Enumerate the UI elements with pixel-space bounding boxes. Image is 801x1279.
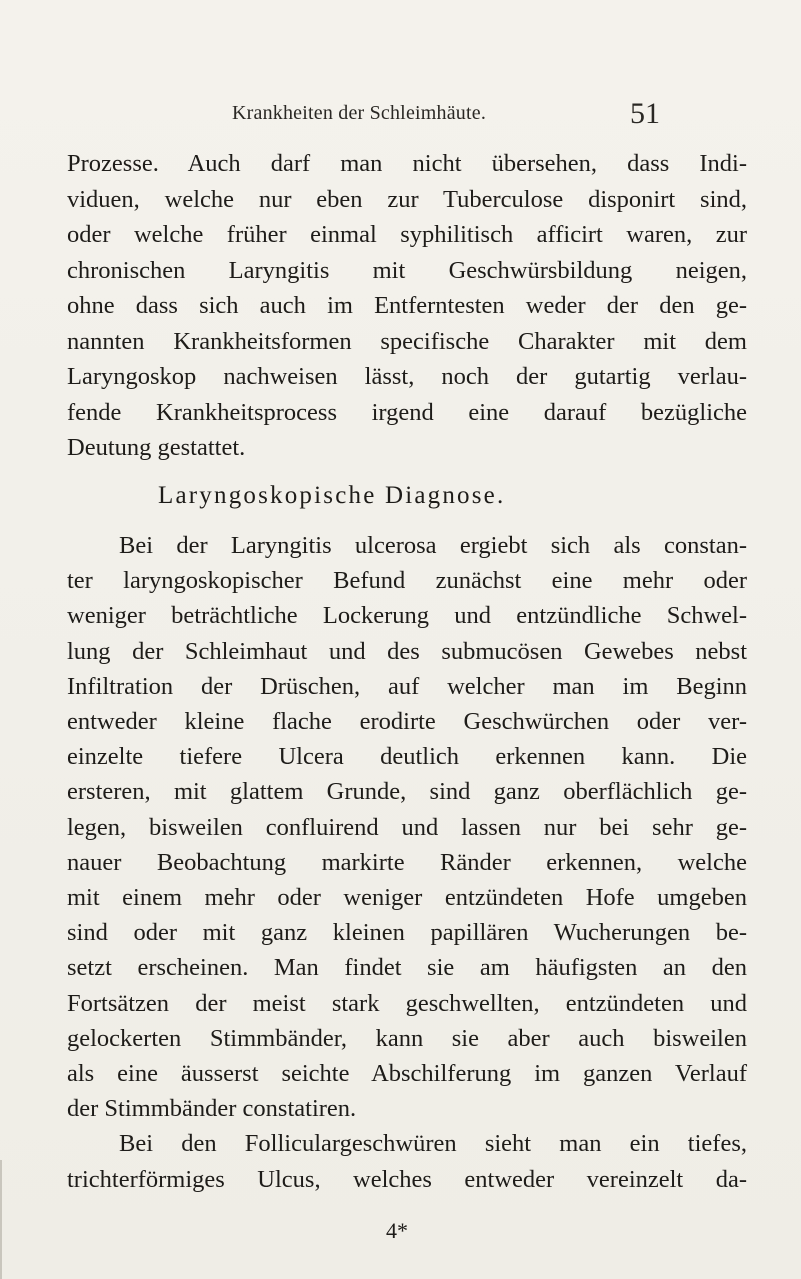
text-line: Fortsätzen der meist stark geschwellten, entzündeten und (67, 989, 747, 1017)
text-line: Prozesse. Auch darf man nicht übersehen, dass Indi- (67, 150, 747, 177)
text-line: einzelte tiefere Ulcera deutlich erkennen kann. Die (67, 743, 747, 771)
text-line: Bei den Folliculargeschwüren sieht man ein tiefes, (119, 1130, 747, 1158)
text-line: fende Krankheitsprocess irgend eine darauf bezügliche (67, 398, 747, 426)
text-line: mit einem mehr oder weniger entzündeten Hofe umgeben (67, 884, 747, 912)
section-heading: Laryngoskopische Diagnose. (158, 482, 506, 509)
text-line: ohne dass sich auch im Entferntesten weder der den ge- (67, 292, 747, 319)
text-line: Infiltration der Drüschen, auf welcher man im Beginn (67, 672, 747, 700)
page-number: 51 (630, 97, 660, 130)
signature-mark: 4* (386, 1218, 408, 1243)
text-line: Deutung gestattet. (67, 434, 246, 461)
text-line: trichterförmiges Ulcus, welches entweder vereinzelt da- (67, 1165, 747, 1193)
text-line: Bei der Laryngitis ulcerosa ergiebt sich als constan- (119, 532, 747, 559)
text-line: nauer Beobachtung markirte Ränder erkennen, welche (67, 848, 747, 876)
text-line: nannten Krankheitsformen specifische Charakter mit dem (67, 327, 747, 355)
text-line: ersteren, mit glattem Grunde, sind ganz oberflächlich ge- (67, 778, 747, 806)
running-header: Krankheiten der Schleimhäute. (232, 102, 487, 124)
page-edge-shadow (0, 1160, 2, 1279)
text-line: viduen, welche nur eben zur Tuberculose disponirt sind, (67, 185, 747, 213)
text-line: weniger beträchtliche Lockerung und entzündliche Schwel- (67, 602, 747, 630)
text-line: ter laryngoskopischer Befund zunächst eine mehr oder (67, 567, 747, 595)
text-line: entweder kleine flache erodirte Geschwürchen oder ver- (67, 708, 747, 736)
text-line: lung der Schleimhaut und des submucösen Gewebes nebst (67, 637, 747, 665)
text-line: als eine äusserst seichte Abschilferung im ganzen Verlauf (67, 1060, 747, 1088)
text-line: chronischen Laryngitis mit Geschwürsbildung neigen, (67, 256, 747, 284)
text-line: legen, bisweilen confluirend und lassen nur bei sehr ge- (67, 813, 747, 841)
text-line: sind oder mit ganz kleinen papillären Wucherungen be- (67, 919, 747, 947)
paragraph-body (67, 528, 747, 1197)
text-line: setzt erscheinen. Man findet sie am häufigsten an den (67, 954, 747, 982)
text-line: Laryngoskop nachweisen lässt, noch der gutartig verlau- (67, 363, 747, 390)
text-line: der Stimmbänder constatiren. (67, 1095, 357, 1123)
text-line: oder welche früher einmal syphilitisch afficirt waren, zur (67, 221, 747, 248)
paragraph-continuation (67, 146, 747, 466)
text-line: gelockerten Stimmbänder, kann sie aber auch bisweilen (67, 1024, 747, 1052)
